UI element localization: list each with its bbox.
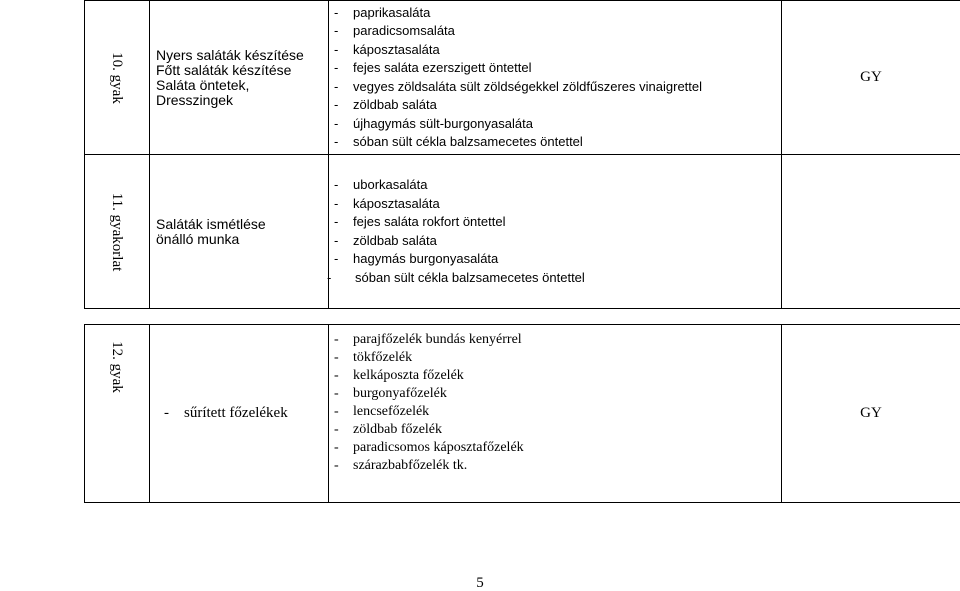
code-cell (782, 1, 960, 155)
list-item-text: káposztasaláta (353, 195, 440, 211)
page-number: 5 (476, 575, 484, 591)
session-cell (85, 325, 150, 503)
list-item (334, 349, 781, 367)
list-item (327, 269, 781, 288)
list-item-text: burgonyafőzelék (353, 386, 447, 401)
list-item (334, 78, 781, 97)
list-item (334, 176, 781, 195)
code-cell (782, 155, 960, 309)
schedule-table-1 (84, 0, 960, 309)
list-item-text: paradicsomsaláta (353, 23, 455, 38)
list-item (334, 457, 781, 475)
table-row (85, 325, 960, 503)
list-item (334, 232, 781, 251)
topic-cell (150, 325, 329, 503)
list-item-text: paradicsomos káposztafőzelék (353, 440, 524, 455)
session-label: 10. gyak (109, 51, 125, 104)
list-item (334, 133, 781, 152)
topic-line: Nyers saláták készítése (156, 46, 304, 63)
topic-text: sűrített főzelékek (184, 405, 288, 421)
list-item-text: vegyes zöldsaláta sült zöldségekkel zöldfűszeres vinaigrettel (353, 78, 703, 94)
bullet: - (334, 134, 339, 149)
list-item (334, 22, 781, 41)
bullet: - (334, 422, 339, 437)
list-item-text: parajfőzelék bundás kenyérrel (353, 332, 522, 347)
bullet: - (334, 97, 339, 112)
topic-line: Saláták ismétlése (156, 215, 266, 232)
topic-line: Dresszingek (156, 91, 234, 108)
list-item (334, 439, 781, 457)
list-item-text: sóban sült cékla balzsamecetes öntettel (353, 134, 583, 149)
list-item (334, 250, 781, 269)
bullet: - (327, 269, 332, 285)
list-item (334, 403, 781, 421)
session-label: 11. gyakorlat (109, 192, 125, 271)
session-cell (85, 1, 150, 155)
bullet: - (334, 232, 339, 248)
list-item (334, 367, 781, 385)
bullet: - (334, 350, 339, 365)
list-item-text: káposztasaláta (353, 41, 440, 57)
bullet: - (334, 4, 339, 20)
bullet: - (334, 115, 339, 131)
list-item-text: uborkasaláta (353, 177, 428, 192)
list-item-text: szárazbabfőzelék tk. (353, 458, 468, 473)
topic-line: Saláta öntetek, (156, 76, 250, 93)
list-item-text: lencsefőzelék (353, 404, 430, 419)
table-row (85, 155, 960, 309)
topic-line (164, 406, 328, 421)
code-cell (782, 325, 960, 503)
list-item-text: zöldbab saláta (353, 97, 437, 112)
code-label: GY (860, 69, 882, 85)
list-item-text: tökfőzelék (353, 350, 413, 365)
list-item-text: zöldbab saláta (353, 232, 437, 248)
items-cell (329, 1, 782, 155)
list-item-text: fejes saláta ezerszigett öntettel (353, 60, 532, 75)
session-cell (85, 155, 150, 309)
list-item (334, 96, 781, 115)
bullet: - (334, 440, 339, 455)
list-item-text: paprikasaláta (353, 4, 431, 20)
list-item (334, 213, 781, 232)
bullet: - (334, 214, 339, 229)
list-item (334, 195, 781, 214)
list-item-text: zöldbab főzelék (353, 422, 443, 437)
list-item (334, 331, 781, 349)
bullet: - (334, 332, 339, 347)
topic-cell (150, 1, 329, 155)
topic-cell (150, 155, 329, 309)
list-item-text: hagymás burgonyasaláta (353, 251, 499, 266)
bullet: - (334, 195, 339, 211)
list-item (334, 4, 781, 23)
bullet: - (334, 23, 339, 38)
list-item-text: kelkáposzta főzelék (353, 368, 464, 383)
bullet: - (334, 78, 339, 94)
list-item (334, 115, 781, 134)
bullet: - (334, 177, 339, 192)
session-label: 12. gyak (109, 341, 125, 393)
topic-line: Főtt saláták készítése (156, 61, 292, 78)
bullet: - (334, 368, 339, 383)
bullet: - (334, 41, 339, 57)
list-item-text: sóban sült cékla balzsamecetes öntettel (355, 269, 585, 285)
list-item-text: újhagymás sült-burgonyasaláta (353, 115, 533, 131)
topic-line: önálló munka (156, 230, 240, 247)
code-label: GY (860, 405, 882, 421)
bullet: - (164, 405, 169, 421)
items-cell (329, 155, 782, 309)
items-cell (329, 325, 782, 503)
list-item (334, 41, 781, 60)
bullet: - (334, 251, 339, 266)
bullet: - (334, 404, 339, 419)
list-item (334, 421, 781, 439)
bullet: - (334, 386, 339, 401)
list-item (334, 385, 781, 403)
bullet: - (334, 458, 339, 473)
list-item-text: fejes saláta rokfort öntettel (353, 214, 506, 229)
list-item (334, 59, 781, 78)
bullet: - (334, 60, 339, 75)
schedule-table-2 (84, 324, 960, 503)
table-row (85, 1, 960, 155)
